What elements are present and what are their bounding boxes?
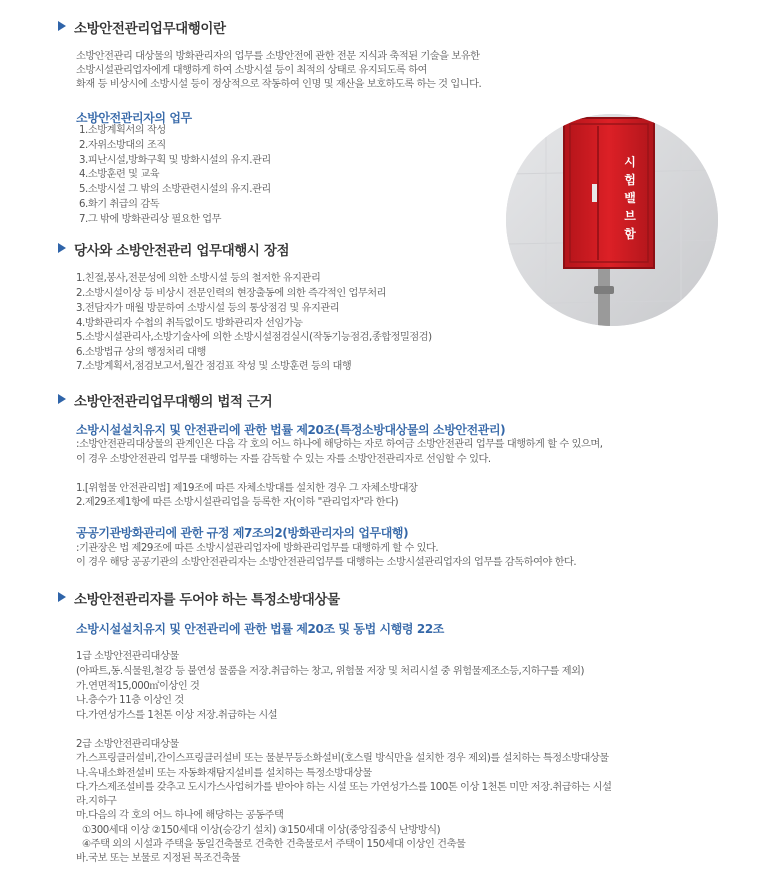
intro-line: 화재 등 비상시에 소방시설 등이 정상적으로 작동하여 인명 및 재산을 보호하도록 하는 것 입니다. <box>76 79 482 90</box>
grade2-line: 나.옥내소화전설비 또는 자동화재탐지설비를 설치하는 특정소방대상물 <box>76 768 372 779</box>
grade1-line: (아파트,동.식물원,철강 등 불연성 물품을 저장.취급하는 창고, 위험물 저장 및 처리시설 중 위험물제조소등,지하구를 제외) <box>76 666 585 677</box>
grade2-line: ④주택 외의 시설과 주택을 동일건축물로 건축한 건축물로서 주택이 150세대 이상인 건축물 <box>82 839 466 850</box>
cabinet-label-char: 밸 <box>624 191 636 205</box>
advantage-item: 6.소방법규 상의 행정처리 대행 <box>76 347 206 358</box>
grade2-line: 가.스프링클러설비,간이스프링클러설비 또는 물분무등소화설비(호스릴 방식만을 설치한 경우 제외)를 설치하는 특정소방대상물 <box>76 753 609 764</box>
law-title: 소방시설설치유지 및 안전관리에 관한 법률 제20조(특정소방대상물의 소방안전관리) <box>76 423 506 437</box>
cabinet-label-char: 함 <box>624 227 636 241</box>
cabinet-label-char: 브 <box>624 209 636 223</box>
grade2-line: 라.지하구 <box>76 796 117 807</box>
intro-line: 소방시설관리업자에게 대행하게 하여 소방시설 등이 최적의 상태로 유지되도록 하여 <box>76 65 427 76</box>
cabinet-label-char: 시 <box>624 155 636 169</box>
law-title: 소방시설설치유지 및 안전관리에 관한 법률 제20조 및 동법 시행령 22조 <box>76 622 444 636</box>
advantage-item: 1.친절,봉사,전문성에 의한 소방시설 등의 철저한 유지관리 <box>76 273 321 284</box>
duty-item: 6.화기 취급의 감독 <box>79 199 160 210</box>
advantage-item: 5.소방시설관리사,소방기술사에 의한 소방시설점검실시(작동기능점검,종합정밀점검) <box>76 332 432 343</box>
law-text: :기관장은 법 제29조에 따른 소방시설관리업자에 방화관리업무를 대행하게 할 수 있다. <box>76 543 439 554</box>
grade1-line: 나.층수가 11층 이상인 것 <box>76 695 184 706</box>
grade1-line: 가.연면적15,000㎡이상인 것 <box>76 681 200 692</box>
law-text: 이 경우 해당 공공기관의 소방안전관리자는 소방안전관리업무를 대행하는 소방시설관리업자의 업무를 감독하여야 한다. <box>76 557 577 568</box>
grade2-line: 마.다음의 각 호의 어느 하나에 해당하는 공동주택 <box>76 810 284 821</box>
law-text: :소방안전관리대상물의 관계인은 다음 각 호의 어느 하나에 해당하는 자로 하여금 소방안전관리 업무를 대행하게 할 수 있으며, <box>76 439 603 450</box>
law-item: 1.[위험물 안전관리법] 제19조에 따른 자체소방대를 설치한 경우 그 자체소방대장 <box>76 483 418 494</box>
bullet-triangle-icon <box>58 243 66 253</box>
grade1-line: 다.가연성가스를 1천톤 이상 저장.취급하는 시설 <box>76 710 278 721</box>
law-text: 이 경우 소방안전관리 업무를 대행하는 자를 감독할 수 있는 자를 소방안전관리자로 선임할 수 있다. <box>76 454 491 465</box>
bullet-triangle-icon <box>58 592 66 602</box>
duty-item: 3.피난시설,방화구획 및 방화시설의 유지.관리 <box>79 155 271 166</box>
duty-item: 2.자위소방대의 조직 <box>79 140 166 151</box>
advantage-item: 7.소방계획서,점검보고서,월간 점검표 작성 및 소방훈련 등의 대행 <box>76 361 352 372</box>
grade2-line: 다.가스제조설비를 갖추고 도시가스사업허가를 받아야 하는 시설 또는 가연성가스를 100톤 이상 1천톤 미만 저장.취급하는 시설 <box>76 782 612 793</box>
intro-line: 소방안전관리 대상물의 방화관리자의 업무를 소방안전에 관한 전문 지식과 축적된 기술을 보유한 <box>76 51 480 62</box>
grade1-line: 1급 소방안전관리대상물 <box>76 651 179 662</box>
cabinet-label-char: 험 <box>624 173 636 187</box>
duty-item: 1.소방계획서의 작성 <box>79 125 166 136</box>
grade2-line: 2급 소방안전관리대상물 <box>76 739 179 750</box>
valve-cabinet-photo <box>506 114 718 326</box>
grade2-line: ①300세대 이상 ②150세대 이상(승강기 설치) ③150세대 이상(중앙집중식 난방방식) <box>82 825 441 836</box>
advantage-item: 4.방화관리자 수첩의 취득없이도 방화관리자 선임가능 <box>76 318 303 329</box>
duties-title: 소방안전관리자의 업무 <box>76 111 192 125</box>
law-title: 공공기관방화관리에 관한 규정 제7조의2(방화관리자의 업무대행) <box>76 526 409 540</box>
bullet-triangle-icon <box>58 394 66 404</box>
duty-item: 5.소방시설 그 밖의 소방관련시설의 유지.관리 <box>79 184 271 195</box>
bullet-triangle-icon <box>58 21 66 31</box>
advantage-item: 3.전담자가 매월 방문하여 소방시설 등의 통상점검 및 유지관리 <box>76 303 340 314</box>
grade2-line: 바.국보 또는 보물로 지정된 목조건축물 <box>76 853 241 864</box>
advantage-item: 2.소방시설이상 등 비상시 전문인력의 현장출동에 의한 즉각적인 업무처리 <box>76 288 387 299</box>
duty-item: 7.그 밖에 방화관리상 필요한 업무 <box>79 214 222 225</box>
valve-cabinet-illustration <box>506 114 718 326</box>
duty-item: 4.소방훈련 및 교육 <box>79 169 160 180</box>
law-item: 2.제29조제1항에 따른 소방시설관리업을 등록한 자(이하 "관리업자"라 한다) <box>76 497 399 508</box>
